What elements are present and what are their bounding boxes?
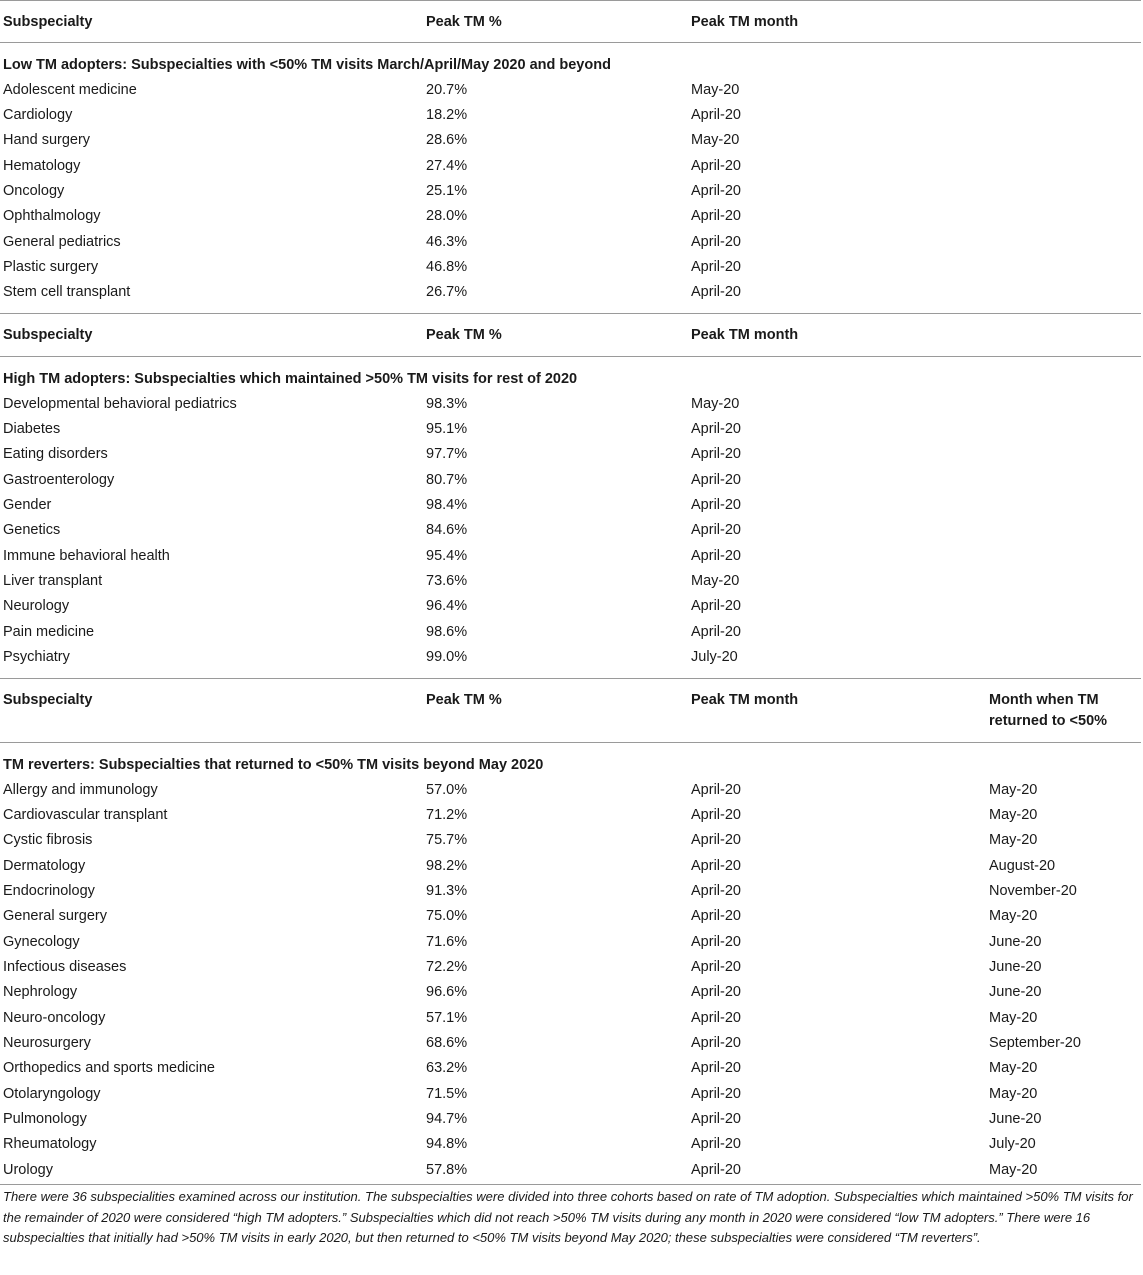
header-subspecialty: Subspecialty [3, 327, 93, 343]
cell-peak-month: April-20 [691, 883, 741, 899]
cell-peak-month: April-20 [691, 858, 741, 874]
cell-peak-percent: 98.4% [426, 497, 468, 513]
header-rule [0, 356, 1141, 357]
cell-peak-percent: 46.3% [426, 234, 468, 250]
cell-subspecialty: Pulmonology [3, 1111, 87, 1127]
cell-peak-percent: 73.6% [426, 573, 468, 589]
bottom-rule [0, 1184, 1141, 1185]
cell-subspecialty: Pain medicine [3, 624, 95, 640]
cell-peak-percent: 94.7% [426, 1111, 468, 1127]
cell-subspecialty: Gynecology [3, 934, 80, 950]
cell-return-month: May-20 [989, 782, 1038, 798]
cell-peak-month: April-20 [691, 1136, 741, 1152]
cell-peak-percent: 96.6% [426, 984, 468, 1000]
cell-subspecialty: Cardiovascular transplant [3, 807, 168, 823]
cell-subspecialty: Cystic fibrosis [3, 832, 93, 848]
header-rule [0, 742, 1141, 743]
cell-peak-month: April-20 [691, 1010, 741, 1026]
cell-peak-month: May-20 [691, 573, 740, 589]
cell-peak-percent: 46.8% [426, 259, 468, 275]
cell-return-month: June-20 [989, 984, 1042, 1000]
cell-peak-percent: 95.4% [426, 548, 468, 564]
cell-peak-percent: 72.2% [426, 959, 468, 975]
cell-peak-percent: 20.7% [426, 82, 468, 98]
cell-subspecialty: Cardiology [3, 107, 73, 123]
cell-subspecialty: Urology [3, 1162, 53, 1178]
cell-peak-month: April-20 [691, 934, 741, 950]
cell-peak-percent: 91.3% [426, 883, 468, 899]
cell-subspecialty: Neuro-oncology [3, 1010, 106, 1026]
cell-peak-percent: 57.1% [426, 1010, 468, 1026]
cell-subspecialty: Developmental behavioral pediatrics [3, 396, 237, 412]
header-month-returned-line2: returned to <50% [989, 713, 1108, 729]
cell-peak-percent: 75.7% [426, 832, 468, 848]
header-peak-tm-percent: Peak TM % [426, 692, 502, 708]
cell-peak-percent: 68.6% [426, 1035, 468, 1051]
cell-subspecialty: Rheumatology [3, 1136, 97, 1152]
cell-subspecialty: Hand surgery [3, 132, 91, 148]
header-peak-tm-month: Peak TM month [691, 14, 799, 30]
header-subspecialty: Subspecialty [3, 14, 93, 30]
cell-peak-percent: 26.7% [426, 284, 468, 300]
cell-subspecialty: Endocrinology [3, 883, 95, 899]
cell-peak-month: April-20 [691, 183, 741, 199]
header-month-returned-line1: Month when TM [989, 692, 1099, 708]
cell-peak-percent: 18.2% [426, 107, 468, 123]
cell-subspecialty: Otolaryngology [3, 1086, 101, 1102]
section-rule [0, 313, 1141, 314]
cell-peak-month: April-20 [691, 548, 741, 564]
table-footnote: There were 36 subspecialities examined across our institution. The subspecialties were divided into three cohorts based on rate of TM adoption. Subspecialties which maintained >50% TM visits for the remainder of 2020 were considered “high TM adopters.” Subspecialties which did not reach >50% TM visits during any month in 2020 were considered “low TM adopters.” There were 16 subspecialties that initially had >50% TM visits in early 2020, but then returned to <50% TM visits beyond May 2020; these subspecialties were considered “TM reverters”. [3, 1189, 1133, 1245]
cell-peak-month: April-20 [691, 234, 741, 250]
cell-return-month: May-20 [989, 908, 1038, 924]
cell-subspecialty: Stem cell transplant [3, 284, 131, 300]
cell-subspecialty: Allergy and immunology [3, 782, 158, 798]
cell-return-month: May-20 [989, 807, 1038, 823]
cell-peak-month: April-20 [691, 1086, 741, 1102]
cell-peak-percent: 98.3% [426, 396, 468, 412]
cell-subspecialty: General pediatrics [3, 234, 121, 250]
cell-subspecialty: Hematology [3, 158, 81, 174]
cell-subspecialty: Diabetes [3, 421, 61, 437]
top-rule [0, 0, 1141, 1]
cell-peak-month: April-20 [691, 446, 741, 462]
cell-peak-month: May-20 [691, 132, 740, 148]
cell-peak-month: April-20 [691, 908, 741, 924]
cell-peak-month: May-20 [691, 396, 740, 412]
cell-peak-month: April-20 [691, 284, 741, 300]
cell-peak-month: April-20 [691, 522, 741, 538]
section-rule [0, 678, 1141, 679]
cell-peak-month: April-20 [691, 421, 741, 437]
cell-peak-month: April-20 [691, 598, 741, 614]
cell-return-month: May-20 [989, 1162, 1038, 1178]
cell-peak-percent: 71.2% [426, 807, 468, 823]
cell-peak-month: April-20 [691, 624, 741, 640]
cell-return-month: June-20 [989, 934, 1042, 950]
header-peak-tm-month: Peak TM month [691, 327, 799, 343]
cell-return-month: July-20 [989, 1136, 1036, 1152]
cell-peak-percent: 98.2% [426, 858, 468, 874]
cell-peak-month: April-20 [691, 107, 741, 123]
cell-subspecialty: Plastic surgery [3, 259, 99, 275]
cell-subspecialty: Oncology [3, 183, 65, 199]
cell-return-month: June-20 [989, 1111, 1042, 1127]
header-peak-tm-month: Peak TM month [691, 692, 799, 708]
cell-peak-percent: 28.0% [426, 208, 468, 224]
cell-peak-percent: 28.6% [426, 132, 468, 148]
cell-peak-percent: 99.0% [426, 649, 468, 665]
cell-subspecialty: Nephrology [3, 984, 78, 1000]
header-peak-tm-percent: Peak TM % [426, 327, 502, 343]
cell-peak-month: April-20 [691, 807, 741, 823]
header-peak-tm-percent: Peak TM % [426, 14, 502, 30]
cell-subspecialty: Psychiatry [3, 649, 70, 665]
cell-return-month: September-20 [989, 1035, 1081, 1051]
cell-peak-percent: 57.0% [426, 782, 468, 798]
cell-peak-percent: 27.4% [426, 158, 468, 174]
cell-peak-month: April-20 [691, 497, 741, 513]
cell-subspecialty: Neurology [3, 598, 70, 614]
cell-peak-percent: 25.1% [426, 183, 468, 199]
cell-peak-month: April-20 [691, 1035, 741, 1051]
cell-return-month: August-20 [989, 858, 1056, 874]
cell-peak-percent: 84.6% [426, 522, 468, 538]
cell-subspecialty: Genetics [3, 522, 61, 538]
cell-return-month: November-20 [989, 883, 1077, 899]
cell-return-month: June-20 [989, 959, 1042, 975]
cell-peak-percent: 57.8% [426, 1162, 468, 1178]
cell-peak-percent: 95.1% [426, 421, 468, 437]
cell-subspecialty: Liver transplant [3, 573, 103, 589]
cell-subspecialty: Immune behavioral health [3, 548, 170, 564]
cell-peak-percent: 98.6% [426, 624, 468, 640]
cell-return-month: May-20 [989, 1010, 1038, 1026]
cell-peak-percent: 94.8% [426, 1136, 468, 1152]
cell-peak-month: April-20 [691, 782, 741, 798]
cell-peak-month: April-20 [691, 1111, 741, 1127]
cell-subspecialty: General surgery [3, 908, 107, 924]
section-title-reverters: TM reverters: Subspecialties that returned to <50% TM visits beyond May 2020 [3, 757, 544, 773]
cell-peak-month: April-20 [691, 832, 741, 848]
cell-subspecialty: Infectious diseases [3, 959, 127, 975]
cell-subspecialty: Ophthalmology [3, 208, 101, 224]
cell-subspecialty: Orthopedics and sports medicine [3, 1060, 215, 1076]
cell-peak-percent: 71.5% [426, 1086, 468, 1102]
cell-peak-month: April-20 [691, 1162, 741, 1178]
cell-subspecialty: Adolescent medicine [3, 82, 137, 98]
section-title-low-adopters: Low TM adopters: Subspecialties with <50% TM visits March/April/May 2020 and beyond [3, 57, 611, 73]
cell-peak-month: April-20 [691, 259, 741, 275]
cell-peak-percent: 80.7% [426, 472, 468, 488]
cell-return-month: May-20 [989, 1060, 1038, 1076]
cell-peak-month: May-20 [691, 82, 740, 98]
cell-peak-percent: 71.6% [426, 934, 468, 950]
cell-peak-month: July-20 [691, 649, 738, 665]
cell-peak-month: April-20 [691, 158, 741, 174]
cell-peak-month: April-20 [691, 1060, 741, 1076]
cell-subspecialty: Gastroenterology [3, 472, 115, 488]
cell-peak-percent: 63.2% [426, 1060, 468, 1076]
cell-peak-month: April-20 [691, 984, 741, 1000]
header-rule [0, 42, 1141, 43]
cell-peak-percent: 97.7% [426, 446, 468, 462]
cell-return-month: May-20 [989, 1086, 1038, 1102]
cell-peak-month: April-20 [691, 959, 741, 975]
cell-peak-month: April-20 [691, 208, 741, 224]
cell-peak-percent: 96.4% [426, 598, 468, 614]
cell-peak-month: April-20 [691, 472, 741, 488]
cell-peak-percent: 75.0% [426, 908, 468, 924]
section-title-high-adopters: High TM adopters: Subspecialties which maintained >50% TM visits for rest of 2020 [3, 371, 578, 387]
cell-subspecialty: Gender [3, 497, 52, 513]
cell-subspecialty: Eating disorders [3, 446, 108, 462]
cell-return-month: May-20 [989, 832, 1038, 848]
header-subspecialty: Subspecialty [3, 692, 93, 708]
cell-subspecialty: Dermatology [3, 858, 86, 874]
cell-subspecialty: Neurosurgery [3, 1035, 91, 1051]
